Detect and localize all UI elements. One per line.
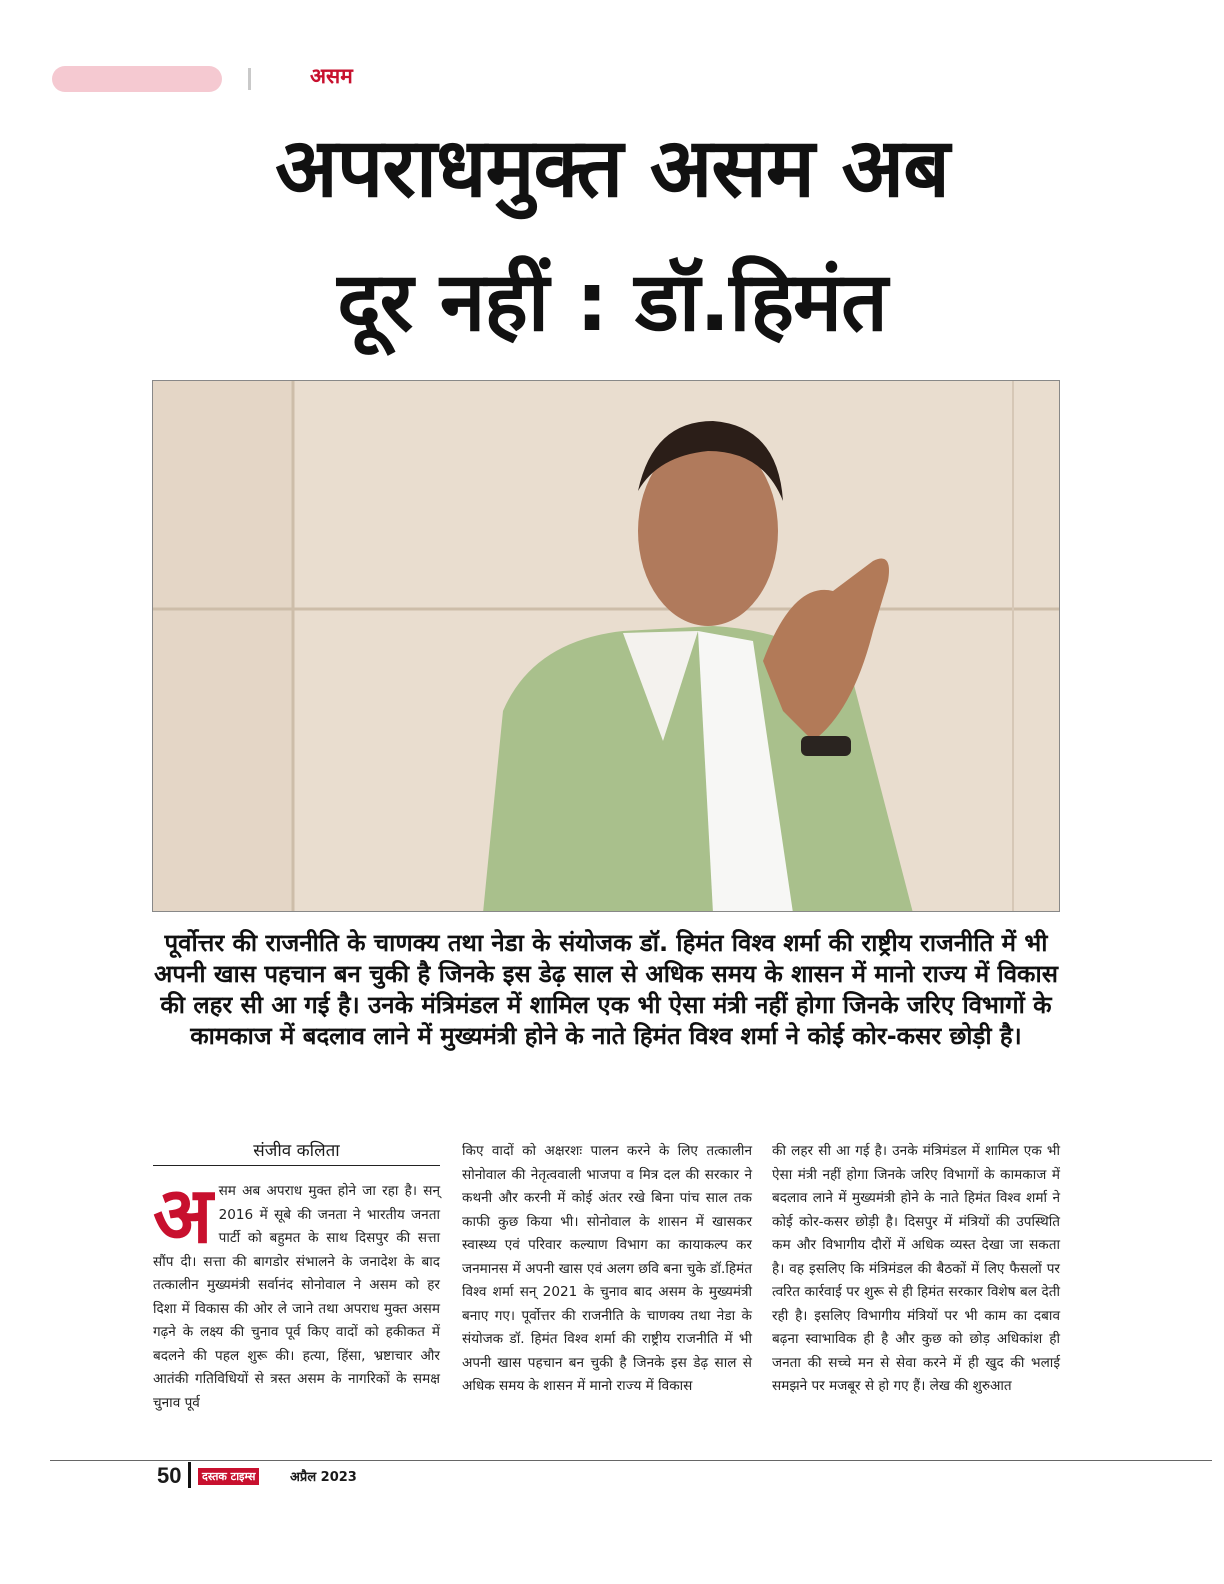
author-byline: संजीव कलिता xyxy=(153,1138,440,1166)
headline-line-2: दूर नहीं : डॉ.हिमंत xyxy=(337,255,887,350)
article-column-3: की लहर सी आ गई है। उनके मंत्रिमंडल में शामिल एक भी ऐसा मंत्री नहीं होगा जिनके जरिए विभागों के कामकाज में बदलाव लाने में मुख्यमंत्री होने के नाते हिमंत विश्व शर्मा ने कोई कोर-कसर छोड़ी है। दिसपुर में मंत्रियों की उपस्थिति कम और विभागीय दौरों में अधिक व्यस्त देखा जा सकता है। वह इसलिए कि मंत्रिमंडल की बैठकों में लिए फैसलों पर त्वरित कार्रवाई पर शुरू से ही हिमंत सरकार विशेष बल देती रही है। इसलिए विभागीय मंत्रियों पर भी काम का दबाव बढ़ना स्वाभाविक ही है और कुछ को छोड़ अधिकांश ही जनता की सच्चे मन से सेवा करने में ही खुद की भलाई समझने पर मजबूर से हो गए हैं। लेख की शुरुआत xyxy=(772,1143,1060,1394)
article-deck: पूर्वोत्तर की राजनीति के चाणक्य तथा नेडा के संयोजक डॉ. हिमंत विश्व शर्मा की राष्ट्रीय राजनीति में भी अपनी खास पहचान बन चुकी है जिनके इस डेढ़ साल से अधिक समय के शासन में मानो राज्य में विकास की लहर सी आ गई है। उनके मंत्रिमंडल में शामिल एक भी ऐसा मंत्री नहीं होगा जिनके जरिए विभागों के कामकाज में बदलाव लाने में मुख्यमंत्री होने के नाते हिमंत विश्व शर्मा ने कोई कोर-कसर छोड़ी है। xyxy=(154,929,1058,1050)
section-pill xyxy=(52,66,222,92)
divider xyxy=(248,68,251,90)
page-number: 50 xyxy=(157,1463,182,1488)
issue-date: अप्रैल 2023 xyxy=(290,1470,357,1485)
section-label: असम xyxy=(310,64,353,88)
headline-line-1: अपराधमुक्त असम अब xyxy=(275,121,949,216)
column-1-text: सम अब अपराध मुक्त होने जा रहा है। सन् 2016 में सूबे की जनता ने भारतीय जनता पार्टी को बहुमत के साथ दिसपुर की सत्ता सौंप दी। सत्ता की बागडोर संभालने के जनादेश के बाद तत्कालीन मुख्यमंत्री सर्वानंद सोनोवाल ने असम को हर दिशा में विकास की ओर ले जाने तथा अपराध मुक्त असम गढ़ने के लक्ष्य की चुनाव पूर्व किए वादों को हकीकत में बदलने की पहल शुरू की। हत्या, हिंसा, भ्रष्टाचार और आतंकी गतिविधियों से त्रस्त असम के नागरिकों के समक्ष चुनाव पूर्व xyxy=(153,1183,440,1411)
publication-logo: दस्तक टाइम्स xyxy=(198,1468,259,1485)
footer-divider xyxy=(188,1462,191,1488)
article-photo xyxy=(152,380,1060,912)
article-column-1 xyxy=(153,1171,440,1415)
drop-cap: अ xyxy=(153,1171,213,1261)
article-column-2: किए वादों को अक्षरशः पालन करने के लिए तत्कालीन सोनोवाल की नेतृत्ववाली भाजपा व मित्र दल की सरकार ने कथनी और करनी में कोई अंतर रखे बिना पांच साल तक काफी कुछ किया भी। सोनोवाल के शासन में खासकर स्वास्थ्य एवं परिवार कल्याण विभाग का कायाकल्प कर जनमानस में अपनी खास एवं अलग छवि बना चुके डॉ.हिमंत विश्व शर्मा सन् 2021 के चुनाव बाद असम के मुख्यमंत्री बनाए गए। पूर्वोत्तर की राजनीति के चाणक्य तथा नेडा के संयोजक डॉ. हिमंत विश्व शर्मा की राष्ट्रीय राजनीति में भी अपनी खास पहचान बन चुकी है जिनके इस डेढ़ साल से अधिक समय के शासन में मानो राज्य में विकास xyxy=(462,1143,752,1394)
footer-rule xyxy=(50,1460,1212,1461)
